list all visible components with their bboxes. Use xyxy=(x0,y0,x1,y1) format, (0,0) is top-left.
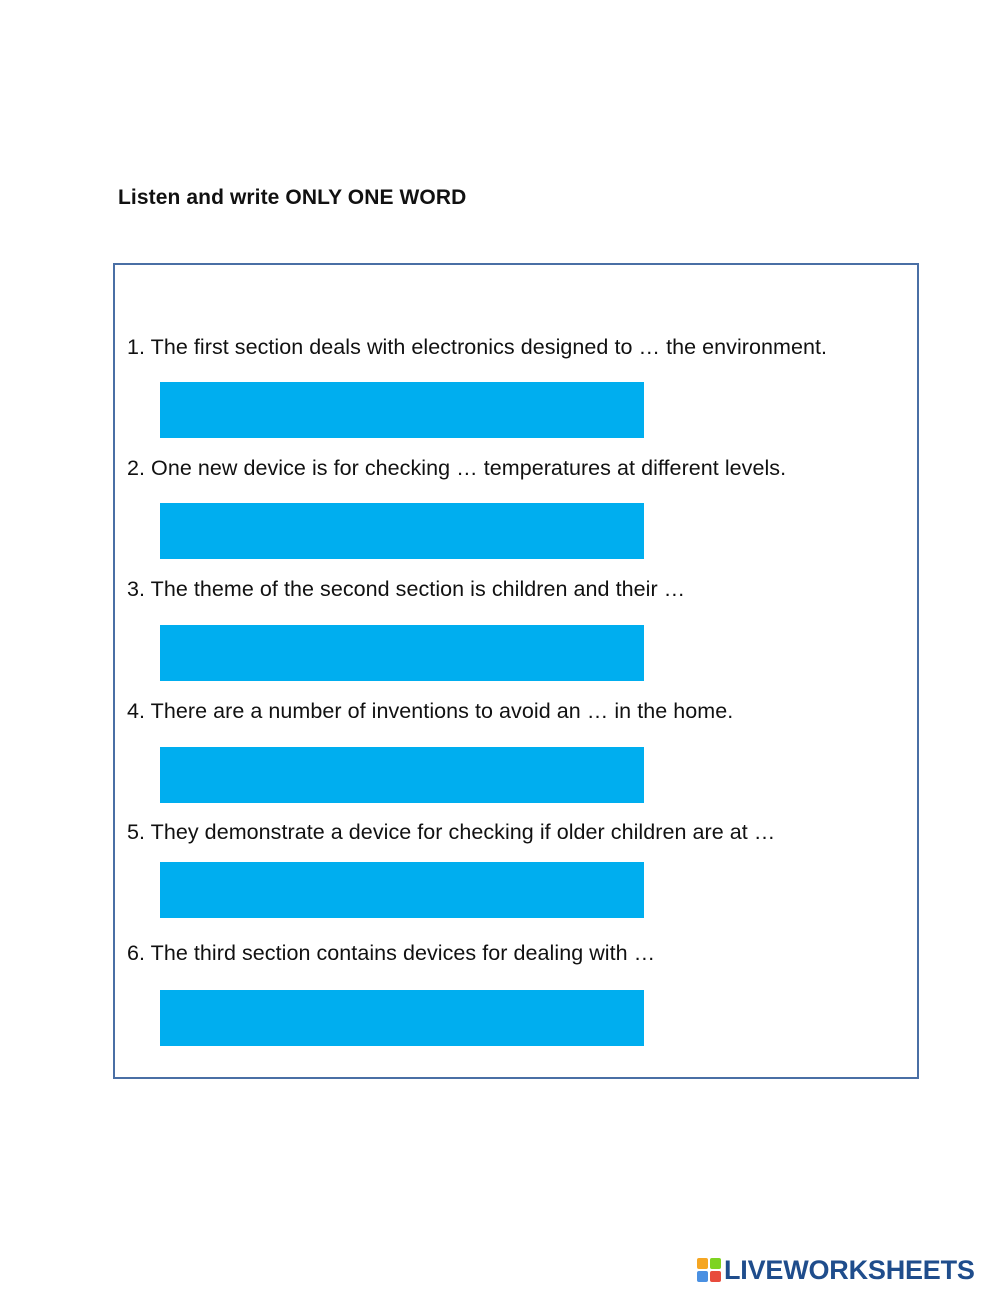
answer-input-1[interactable] xyxy=(160,382,644,438)
liveworksheets-logo-icon xyxy=(697,1258,721,1282)
instruction-heading: Listen and write ONLY ONE WORD xyxy=(118,186,467,209)
logo-square-3 xyxy=(697,1271,708,1282)
question-1: 1. The first section deals with electronics designed to … the environment. xyxy=(127,335,828,359)
logo-square-1 xyxy=(697,1258,708,1269)
question-6: 6. The third section contains devices for dealing with … xyxy=(127,941,656,965)
answer-input-5[interactable] xyxy=(160,862,644,918)
answer-input-2[interactable] xyxy=(160,503,644,559)
liveworksheets-brand xyxy=(697,1256,975,1284)
question-3: 3. The theme of the second section is children and their … xyxy=(127,577,686,601)
answer-input-6[interactable] xyxy=(160,990,644,1046)
logo-square-4 xyxy=(710,1271,721,1282)
question-2: 2. One new device is for checking … temperatures at different levels. xyxy=(127,456,787,480)
answer-input-3[interactable] xyxy=(160,625,644,681)
question-4: 4. There are a number of inventions to avoid an … in the home. xyxy=(127,699,734,723)
brand-name: LIVEWORKSHEETS xyxy=(724,1254,975,1285)
answer-input-4[interactable] xyxy=(160,747,644,803)
question-5: 5. They demonstrate a device for checking if older children are at … xyxy=(127,820,776,844)
logo-square-2 xyxy=(710,1258,721,1269)
